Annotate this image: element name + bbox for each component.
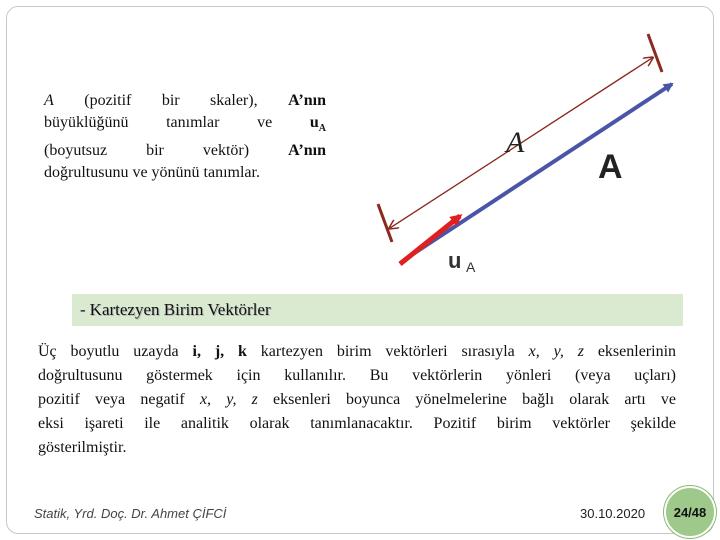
heading-title: Kartezyen Birim Vektörler xyxy=(89,300,271,319)
intro-line-1 xyxy=(44,90,326,112)
body-text: eksenlerinin xyxy=(583,343,677,360)
intro-line-3 xyxy=(44,140,326,162)
footer-author: Statik, Yrd. Doç. Dr. Ahmet ÇİFCİ xyxy=(34,506,227,521)
unit-vector-label: u xyxy=(448,248,462,273)
vector-label: A xyxy=(598,148,623,186)
unit-vector-label-subscript: A xyxy=(466,259,476,275)
body-line-5: gösterilmiştir. xyxy=(38,439,127,456)
body-line-4: eksi işareti ile analitik olarak tanımlanacaktır. Pozitif birim vektörler şekilde xyxy=(38,415,676,432)
vector-symbol: A’nın xyxy=(288,142,326,160)
dimension-tick-start xyxy=(378,204,392,242)
body-line-1 xyxy=(38,340,676,364)
section-heading xyxy=(72,294,683,326)
separator: , xyxy=(220,343,239,360)
body-text: Üç boyutlu uzayda xyxy=(38,343,193,360)
intro-line-2 xyxy=(44,112,326,140)
intro-text: doğrultusunu ve yönünü tanımlar. xyxy=(44,164,260,182)
body-line-3 xyxy=(38,388,676,412)
unit-j: j xyxy=(214,343,221,360)
footer-date: 30.10.2020 xyxy=(580,506,646,521)
separator: , xyxy=(196,343,215,360)
body-paragraph xyxy=(38,340,676,460)
intro-text: (pozitif bir skaler), xyxy=(53,92,289,109)
heading-dash: - xyxy=(80,300,86,319)
unit-k: k xyxy=(238,343,247,360)
page-number-badge: 24/48 xyxy=(664,486,716,538)
body-text: eksenleri boyunca yönelmelerine bağlı olarak artı ve xyxy=(257,391,677,408)
body-line-2: doğrultusunu göstermek için kullanılır. Bu vektörlerin yönleri (veya uçları) xyxy=(38,367,676,384)
intro-paragraph xyxy=(44,90,326,184)
intro-text: büyüklüğünü tanımlar ve xyxy=(44,114,310,131)
vector-a-arrow xyxy=(410,84,672,256)
intro-text: (boyutsuz bir vektör) xyxy=(44,142,289,160)
intro-line-4 xyxy=(44,162,326,184)
unit-vector-symbol: u xyxy=(309,114,319,131)
axes-symbols: x, y, z xyxy=(199,391,258,408)
vector-symbol: A’nın xyxy=(288,92,326,109)
dimension-tick-end xyxy=(648,34,662,72)
body-text: pozitif veya negatif xyxy=(38,391,200,408)
unit-vector-subscript: A xyxy=(318,123,326,135)
axes-symbols: x, y, z xyxy=(528,343,584,360)
body-text: kartezyen birim vektörleri sırasıyla xyxy=(246,343,529,360)
scalar-symbol: A xyxy=(44,92,54,109)
unit-i: i xyxy=(192,343,197,360)
magnitude-label: A xyxy=(506,126,525,159)
vector-diagram xyxy=(360,26,690,286)
